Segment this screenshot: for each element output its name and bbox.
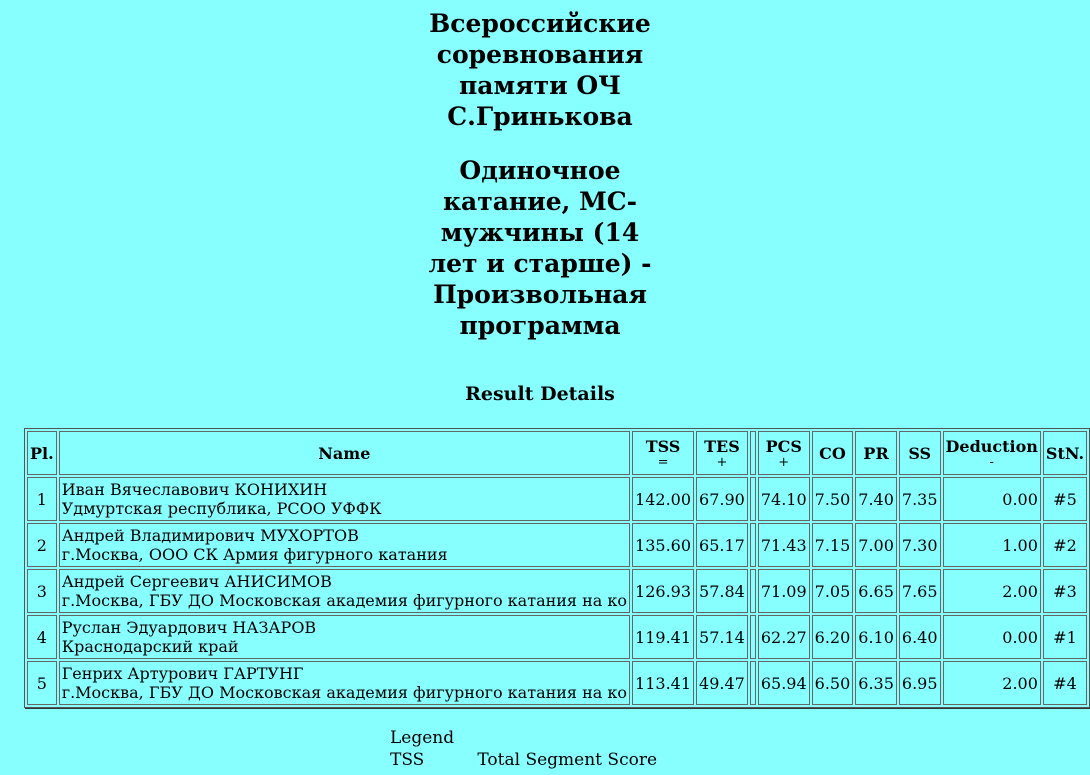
pcs-cell: 65.94: [758, 661, 810, 705]
col-header-tss: [632, 431, 694, 475]
place-cell: 5: [27, 661, 57, 705]
pcs-cell: 74.10: [758, 477, 810, 521]
start-number-cell: #5: [1043, 477, 1087, 521]
skater-club: Краснодарский край: [61, 637, 239, 656]
col-header-stn: StN.: [1043, 431, 1087, 475]
ss-cell: 7.65: [899, 569, 941, 613]
table-header-row: [27, 431, 1087, 475]
segment-title-line: Одиночное: [459, 156, 621, 185]
deduction-cell: 1.00: [943, 523, 1041, 567]
tss-cell: 113.41: [632, 661, 694, 705]
name-cell: [59, 615, 630, 659]
pr-cell: 6.35: [855, 661, 897, 705]
legend-abbr: TSS: [390, 750, 425, 770]
name-cell: [59, 569, 630, 613]
legend-desc: Total Segment Score: [477, 750, 658, 770]
place-cell: 1: [27, 477, 57, 521]
ss-cell: 6.40: [899, 615, 941, 659]
deduction-cell: 0.00: [943, 615, 1041, 659]
col-header-tes-label: TES: [704, 436, 740, 456]
skater-name: Генрих Артурович ГАРТУНГ: [61, 664, 304, 683]
place-cell: 4: [27, 615, 57, 659]
place-cell: 3: [27, 569, 57, 613]
tes-cell: 57.14: [696, 615, 748, 659]
pr-cell: 6.10: [855, 615, 897, 659]
col-header-pl: Pl.: [27, 431, 57, 475]
column-separator: [750, 569, 756, 613]
col-header-deduction-label: Deduction: [945, 436, 1038, 456]
table-row: [27, 477, 1087, 521]
pcs-cell: 71.09: [758, 569, 810, 613]
ss-cell: 7.30: [899, 523, 941, 567]
legend-heading: Legend: [390, 728, 455, 748]
tss-cell: 142.00: [632, 477, 694, 521]
deduction-cell: 0.00: [943, 477, 1041, 521]
col-header-ss: SS: [899, 431, 941, 475]
co-cell: 7.05: [812, 569, 854, 613]
table-row: [27, 523, 1087, 567]
col-header-deduction: [943, 431, 1041, 475]
col-header-tss-label: TSS: [645, 436, 681, 456]
skater-club: г.Москва, ГБУ ДО Московская академия фигурного катания на ко: [61, 591, 628, 610]
co-cell: 6.20: [812, 615, 854, 659]
skater-name: Руслан Эдуардович НАЗАРОВ: [61, 618, 317, 637]
name-cell: [59, 523, 630, 567]
skater-name: Андрей Владимирович МУХОРТОВ: [61, 526, 359, 545]
column-separator: [750, 661, 756, 705]
col-header-co: CO: [812, 431, 854, 475]
segment-title-line: программа: [459, 311, 621, 340]
col-header-pcs-symbol: +: [778, 454, 790, 470]
skater-club: Удмуртская республика, РСОО УФФК: [61, 499, 382, 518]
skater-club: г.Москва, ГБУ ДО Московская академия фигурного катания на ко: [61, 683, 628, 702]
skater-club: г.Москва, ООО СК Армия фигурного катания: [61, 545, 448, 564]
event-title-line: Всероссийские: [429, 9, 651, 38]
col-header-pcs-label: PCS: [765, 436, 802, 456]
co-cell: 7.15: [812, 523, 854, 567]
pr-cell: 7.00: [855, 523, 897, 567]
column-separator: [750, 477, 756, 521]
table-row: [27, 661, 1087, 705]
result-details-heading: Result Details: [465, 383, 615, 405]
ss-cell: 7.35: [899, 477, 941, 521]
skater-name: Андрей Сергеевич АНИСИМОВ: [61, 572, 332, 591]
name-cell: [59, 661, 630, 705]
col-header-pr: PR: [855, 431, 897, 475]
start-number-cell: #4: [1043, 661, 1087, 705]
col-header-tss-symbol: =: [657, 454, 669, 470]
co-cell: 7.50: [812, 477, 854, 521]
event-title-line: соревнования: [436, 40, 644, 69]
place-cell: 2: [27, 523, 57, 567]
pcs-cell: 62.27: [758, 615, 810, 659]
skater-name: Иван Вячеславович КОНИХИН: [61, 480, 328, 499]
legend: [390, 727, 657, 771]
ss-cell: 6.95: [899, 661, 941, 705]
tes-cell: 67.90: [696, 477, 748, 521]
pr-cell: 6.65: [855, 569, 897, 613]
col-header-deduction-symbol: -: [989, 454, 994, 470]
pcs-cell: 71.43: [758, 523, 810, 567]
col-header-tes-symbol: +: [716, 454, 728, 470]
co-cell: 6.50: [812, 661, 854, 705]
column-separator: [750, 615, 756, 659]
segment-title-line: Произвольная: [433, 280, 647, 309]
tss-cell: 126.93: [632, 569, 694, 613]
table-row: [27, 615, 1087, 659]
col-header-name: Name: [59, 431, 630, 475]
deduction-cell: 2.00: [943, 661, 1041, 705]
tss-cell: 119.41: [632, 615, 694, 659]
segment-title-line: катание, МС-: [442, 187, 638, 216]
name-cell: [59, 477, 630, 521]
tes-cell: 49.47: [696, 661, 748, 705]
tes-cell: 57.84: [696, 569, 748, 613]
segment-title-line: мужчины (14: [440, 218, 640, 247]
segment-title: [0, 155, 1080, 341]
legend-item: [390, 749, 657, 771]
tes-cell: 65.17: [696, 523, 748, 567]
column-separator: [750, 523, 756, 567]
segment-title-line: лет и старше) -: [428, 249, 652, 278]
col-header-pcs: [758, 431, 810, 475]
tss-cell: 135.60: [632, 523, 694, 567]
start-number-cell: #1: [1043, 615, 1087, 659]
results-table: [24, 428, 1090, 708]
event-title-line: С.Гринькова: [447, 102, 633, 131]
deduction-cell: 2.00: [943, 569, 1041, 613]
event-title: [0, 8, 1080, 132]
column-separator: [750, 431, 756, 475]
event-title-line: памяти ОЧ: [458, 71, 622, 100]
pr-cell: 7.40: [855, 477, 897, 521]
start-number-cell: #3: [1043, 569, 1087, 613]
table-row: [27, 569, 1087, 613]
start-number-cell: #2: [1043, 523, 1087, 567]
col-header-tes: [696, 431, 748, 475]
